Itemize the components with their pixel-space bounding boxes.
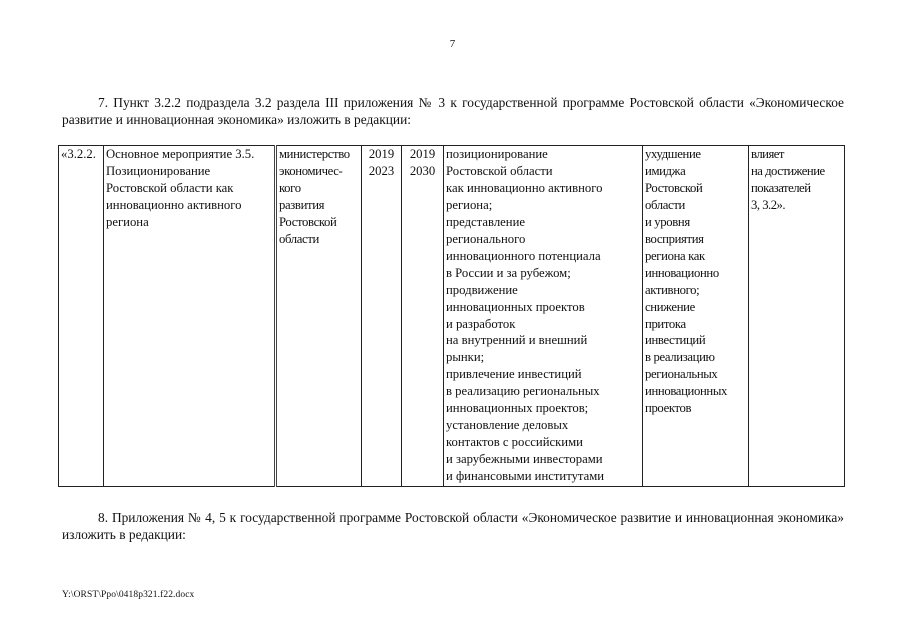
consequence-cell xyxy=(643,146,749,487)
item-number-cell: «3.2.2. xyxy=(59,146,104,487)
cell-line: как инновационно активного xyxy=(446,180,603,195)
cell-line: притока xyxy=(645,316,686,331)
table-row xyxy=(59,146,845,487)
cell-line: и разработок xyxy=(446,316,516,331)
executor-cell xyxy=(276,146,362,487)
cell-line: установление деловых xyxy=(446,418,569,433)
cell-line: на достижение xyxy=(751,163,825,178)
cell-line: привлечение инвестиций xyxy=(446,367,582,382)
cell-line: развития xyxy=(279,197,325,212)
cell-line: кого xyxy=(279,180,301,195)
cell-line: Ростовской xyxy=(279,214,337,229)
cell-line: 3, 3.2». xyxy=(751,197,786,212)
cell-line: и уровня xyxy=(645,214,690,229)
cell-line: представление xyxy=(446,214,526,229)
paragraph-8 xyxy=(62,509,844,543)
cell-line: региона как xyxy=(645,248,705,263)
cell-line: области xyxy=(279,231,319,246)
cell-line: региональных xyxy=(645,367,718,382)
paragraph-8-text: 8. Приложения № 4, 5 к государственной программе Ростовской области «Экономическое развитие и инновационная экономика» изложить в редакции: xyxy=(62,510,844,542)
cell-line: позиционирование xyxy=(446,147,548,161)
cell-line: в реализацию xyxy=(645,350,715,365)
cell-line: рынки; xyxy=(446,350,485,365)
cell-line: министерство xyxy=(279,147,350,161)
cell-line: инновационных xyxy=(645,384,727,399)
cell-line: 2019 xyxy=(409,147,436,161)
cell-line: области xyxy=(645,197,685,212)
file-path-footer: Y:\ORST\Ppo\0418p321.f22.docx xyxy=(62,590,195,600)
cell-line: продвижение xyxy=(446,282,518,297)
cell-line: экономичес- xyxy=(279,163,343,178)
cell-line: в России и за рубежом; xyxy=(446,265,571,280)
cell-line: и зарубежными инвесторами xyxy=(446,452,603,467)
start-year-cell xyxy=(362,146,402,487)
cell-line: в реализацию региональных xyxy=(446,384,600,399)
cell-line: 2019 xyxy=(368,147,395,161)
cell-line: показателей xyxy=(751,180,811,195)
end-year-cell xyxy=(402,146,444,487)
cell-line: инновационного потенциала xyxy=(446,248,601,263)
cell-line: Ростовской xyxy=(645,180,703,195)
cell-line: ухудшение xyxy=(645,147,701,161)
cell-line: 2030 xyxy=(409,163,436,178)
program-table xyxy=(58,145,845,487)
paragraph-7-text: 7. Пункт 3.2.2 подраздела 3.2 раздела III приложения № 3 к государственной программе Ростовской области «Экономическое развитие и инновационная экономика» изложить в редакции: xyxy=(62,95,844,127)
cell-line: инвестиций xyxy=(645,333,706,348)
cell-line: Ростовской области xyxy=(446,163,553,178)
cell-line: 2023 xyxy=(368,163,395,178)
cell-line: региона; xyxy=(446,197,493,212)
cell-line: инновационно xyxy=(645,265,719,280)
expected-result-cell xyxy=(444,146,643,487)
cell-line: инновационных проектов xyxy=(446,299,585,314)
indicator-link-cell xyxy=(749,146,845,487)
cell-line: проектов xyxy=(645,401,692,416)
cell-line: восприятия xyxy=(645,231,704,246)
cell-line: контактов с российскими xyxy=(446,435,583,450)
cell-line: влияет xyxy=(751,147,784,161)
cell-line: регионального xyxy=(446,231,526,246)
cell-line: на внутренний и внешний xyxy=(446,333,588,348)
cell-line: активного; xyxy=(645,282,700,297)
cell-line: имиджа xyxy=(645,163,686,178)
page-number: 7 xyxy=(449,38,456,50)
paragraph-7 xyxy=(62,94,844,128)
cell-line: инновационных проектов; xyxy=(446,401,589,416)
cell-line: и финансовыми институтами xyxy=(446,469,605,484)
activity-name-cell: Основное мероприятие 3.5. Позиционирование Ростовской области как инновационно активного региона xyxy=(104,146,276,487)
cell-line: снижение xyxy=(645,299,695,314)
